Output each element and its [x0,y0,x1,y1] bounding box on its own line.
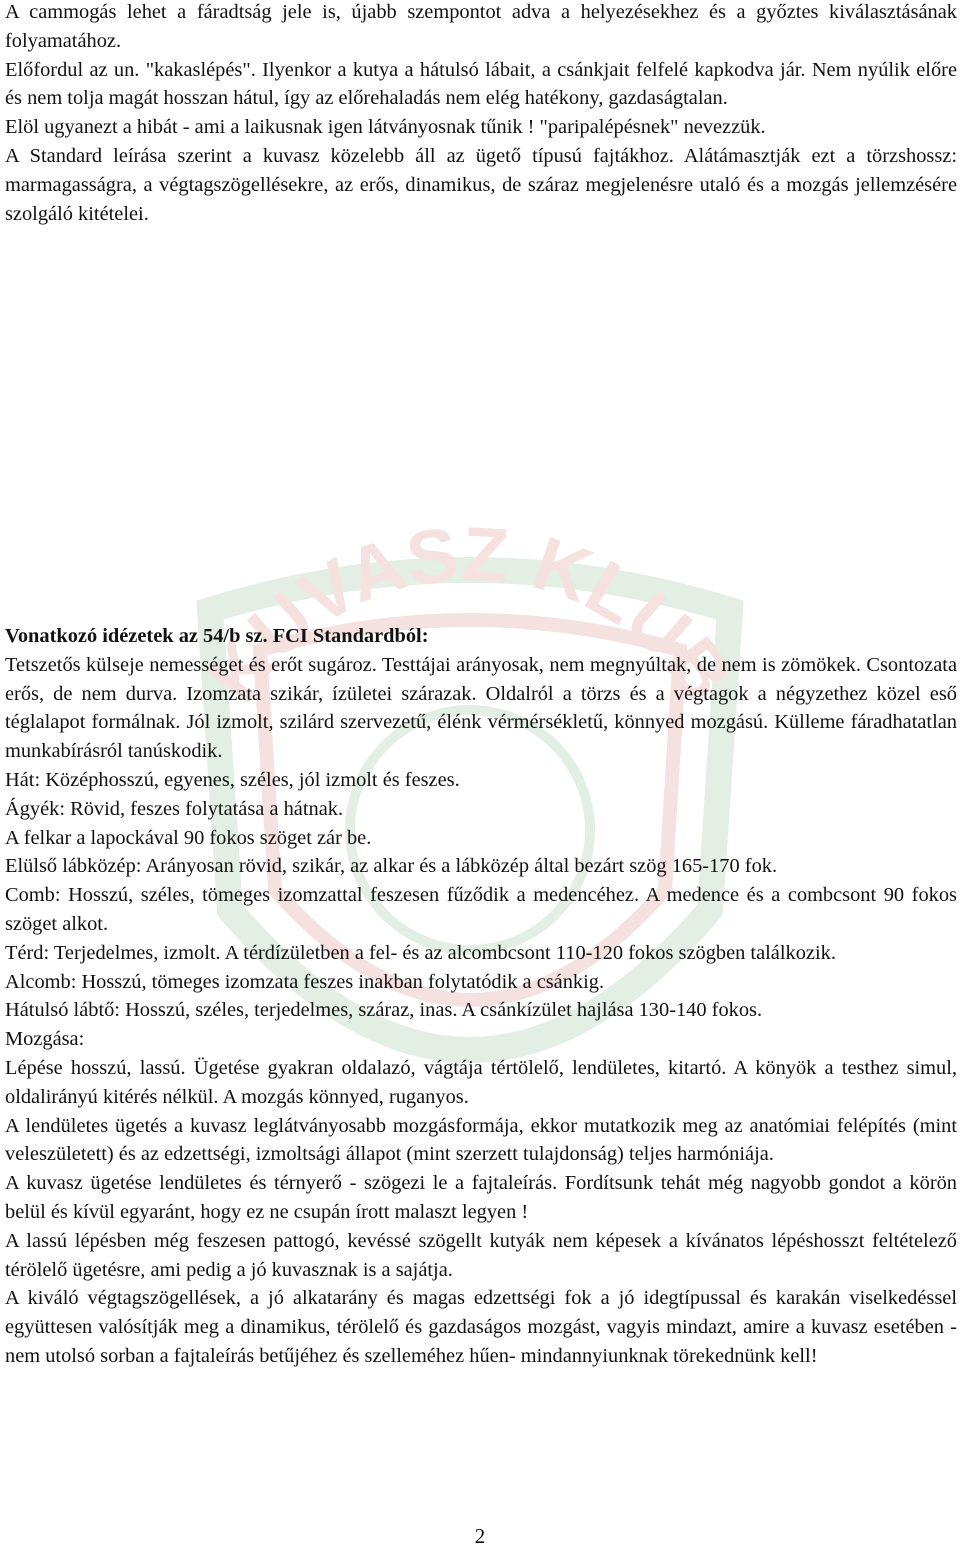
section-heading: Vonatkozó idézetek az 54/b sz. FCI Standardból: [5,625,429,647]
paragraph-agyek: Ágyék: Rövid, feszes folytatása a hátnak. [5,797,344,820]
paragraph-kuvasz-ugetese: A kuvasz ügetése lendületes és térnyerő - szögezi le a fajtaleírás. Fordítsunk tehát még nagyobb gondot a körön belül és kívül egyaránt, hogy ez ne csupán írott malaszt legyen ! [5,1172,957,1223]
paragraph-alcomb: Alcomb: Hosszú, tömeges izomzata feszes inakban folytatódik a csánkig. [5,970,605,993]
paragraph-paripalepes: Elöl ugyanezt a hibát - ami a laikusnak igen látványosnak tűnik ! "paripalépésnek" nevezzük. [5,116,766,139]
standard-quote-block [5,622,957,1371]
paragraph-standard-leiras: A Standard leírása szerint a kuvasz közelebb áll az ügető típusú fajtákhoz. Alátámasztják ezt a törzshossz: marmagasságra, a végtagszögellésekre, az erős, dinamikus, de száraz megjelenésre utaló és a mozgás jellemzésére szolgáló kitételei. [5,144,957,225]
paragraph-elulso-labkozep: Elülső lábközép: Arányosan rövid, szikár, az alkar és a lábközép által bezárt szög 165-170 fok. [5,855,778,878]
watermark-text: KUVASZ KLUB [190,511,750,718]
paragraph-lepese: Lépése hosszú, lassú. Ügetése gyakran oldalazó, vágtája tértölelő, lendületes, kitartó. A könyök a testhez simul, oldalirányú kitérés nélkül. A mozgás könnyed, ruganyos. [5,1056,957,1108]
paragraph-lenduletes-uge: A lendületes ügetés a kuvasz leglátványosabb mozgásformája, ekkor mutatkozik meg az anatómiai felépítés (mint veleszületett) és az edzettségi, izmoltsági állapot (mint szerzett tulajdonság) teljes harmóniája. [5,1114,957,1166]
paragraph-felkar: A felkar a lapockával 90 fokos szöget zár be. [5,826,372,849]
paragraph-terd: Térd: Terjedelmes, izmolt. A térdízületben a fel- és az alcombcsont 110-120 fokos szögben találkozik. [5,941,836,964]
paragraph-hatulso-labto: Hátulsó lábtő: Hosszú, széles, terjedelmes, száraz, inas. A csánkízület hajlása 130-140 fokos. [5,999,763,1022]
paragraph-comb: Comb: Hosszú, széles, tömeges izomzattal feszesen fűződik a medencéhez. A medence és a combcsont 90 fokos szöget alkot. [5,884,957,935]
paragraph-kulseje: Tetszetős külseje nemességet és erőt sugároz. Testtájai arányosak, nem megnyúltak, de nem is zömökek. Csontozata erős, de nem durva. Izomzata szikár, ízületei szárazak. Oldalról a törzs és a végtagok a négyzethez közel eső téglalapot formálnak. Jól izmolt, szilárd szervezetű, élénk vérmérsékletű, könnyed mozgású. Külleme fáradhatatlan munkabírásról tanúskodik. [5,653,957,763]
page-number: 2 [474,1524,486,1548]
paragraph-kakaslepes: Előfordul az un. "kakaslépés". Ilyenkor a kutya a hátulsó lábait, a csánkjait felfelé kapkodva jár. Nem nyúlik előre és nem tolja magát hosszan hátul, így az előrehaladás nem elég hatékony, gazdaságtalan. [5,58,957,110]
paragraph-lassu-lepes: A lassú lépésben még feszesen pattogó, kevéssé szögellt kutyák nem képesek a kívánatos lépéshosszt feltételező térölelő ügetésre, ami pedig a jó kuvasznak is a sajátja. [5,1229,957,1281]
paragraph-kivalo-vegtag: A kiváló végtagszögellések, a jó alkatarány és magas edzettségi fok a jó idegtípussal és karakán viselkedéssel együttesen valósítják meg a dinamikus, térölelő és gazdaságos mozgást, vagyis mindazt, amire a kuvasz esetében - nem utolsó sorban a fajtaleírás betűjéhez és szelleméhez hűen- mindannyiunknak törekednünk kell! [5,1287,957,1367]
paragraph-cammogas: A cammogás lehet a fáradtság jele is, újabb szempontot adva a helyezésekhez és a győztes kiválasztásának folyamatához. [5,1,957,52]
paragraph-mozgasa-label: Mozgása: [5,1028,85,1051]
intro-text-block [5,0,957,228]
paragraph-hat: Hát: Középhosszú, egyenes, széles, jól izmolt és feszes. [5,768,460,791]
